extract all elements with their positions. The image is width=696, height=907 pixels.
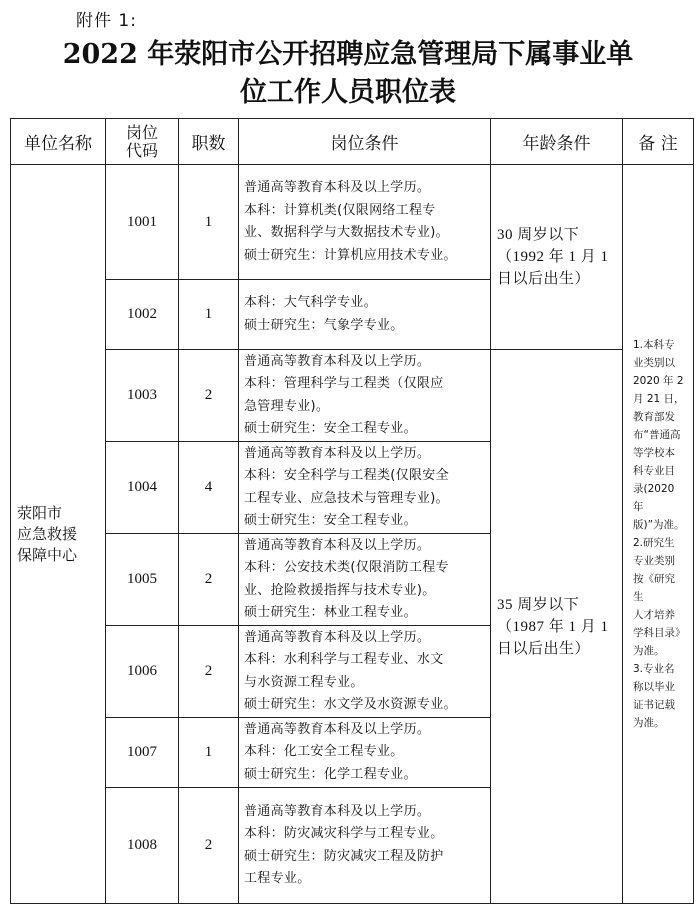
header-code-line-2: 代码 <box>125 140 158 160</box>
condition-line: 普通高等教育本科及以上学历。 <box>244 803 431 819</box>
condition-line: 硕士研究生：安全工程专业。 <box>244 421 417 436</box>
note-line: 为准。 <box>633 645 665 657</box>
position-count: 4 <box>179 442 239 534</box>
unit-name-line: 保障中心 <box>17 545 78 564</box>
position-count: 1 <box>179 165 239 280</box>
condition-line: 工程专业、应急技术与管理专业)。 <box>244 490 449 506</box>
note-line: 教育部发 <box>633 411 675 423</box>
condition-line: 本科：水利科学与工程专业、水文 <box>244 652 444 667</box>
condition-line: 硕士研究生：防灾减灾工程及防护 <box>244 848 444 864</box>
condition-line: 硕士研究生：水文学及水资源专业。 <box>244 697 457 712</box>
position-conditions <box>239 442 491 534</box>
condition-line: 与水资源工程专业。 <box>244 674 364 690</box>
condition-line: 本科：安全科学与工程类(仅限安全 <box>244 468 449 483</box>
note-line: 人才培养 <box>633 609 675 621</box>
condition-line: 本科：计算机类(仅限网络工程专 <box>244 202 436 218</box>
condition-line: 普通高等教育本科及以上学历。 <box>244 537 431 553</box>
condition-line: 硕士研究生：林业工程专业。 <box>244 605 417 620</box>
condition-line: 业、抢险救援指挥与技术专业)。 <box>244 582 436 598</box>
document-title-line-2: 位工作人员职位表 <box>240 77 456 108</box>
condition-line: 普通高等教育本科及以上学历。 <box>244 353 431 369</box>
note-line: 布“普通高 <box>633 429 681 441</box>
note-line: 专业类别 <box>633 555 675 567</box>
age-condition-group-2 <box>491 350 623 904</box>
header-age: 年龄条件 <box>491 119 623 165</box>
note-line: 1.本科专 <box>633 339 675 351</box>
note-line: 2020 年 2 <box>633 375 684 387</box>
position-count: 2 <box>179 350 239 442</box>
age-condition-group-1 <box>491 165 623 350</box>
condition-line: 硕士研究生：计算机应用技术专业。 <box>244 247 457 263</box>
condition-line: 本科：管理科学与工程类（仅限应 <box>244 376 444 391</box>
condition-line: 本科：化工安全工程专业。 <box>244 744 404 760</box>
note-line: 学科目录》 <box>633 627 686 639</box>
condition-line: 普通高等教育本科及以上学历。 <box>244 721 431 737</box>
position-code: 1006 <box>106 626 179 718</box>
attachment-label: 附件 1: <box>76 11 137 31</box>
age-line: （1987 年 1 月 1 <box>497 618 609 635</box>
table-row <box>11 165 694 280</box>
note-line: 版)”为准。 <box>633 519 685 531</box>
position-conditions <box>239 718 491 788</box>
note-line: 按《研究生 <box>633 573 675 603</box>
note-line: 3.专业名 <box>633 663 675 675</box>
age-line: （1992 年 1 月 1 <box>497 249 609 265</box>
header-count: 职数 <box>179 119 239 165</box>
position-conditions <box>239 350 491 442</box>
notes-cell <box>623 165 694 904</box>
note-line: 为准。 <box>633 717 665 729</box>
position-conditions <box>239 788 491 904</box>
condition-line: 普通高等教育本科及以上学历。 <box>244 180 431 195</box>
header-unit: 单位名称 <box>11 119 106 165</box>
condition-line: 硕士研究生：气象学专业。 <box>244 317 404 333</box>
condition-line: 急管理专业)。 <box>244 398 330 414</box>
note-line: 称以毕业 <box>633 681 675 693</box>
condition-line: 工程专业。 <box>244 871 311 886</box>
age-line: 35 周岁以下 <box>497 596 580 613</box>
unit-name-line: 应急救援 <box>17 524 78 543</box>
position-conditions <box>239 534 491 626</box>
header-code <box>106 119 179 165</box>
age-line: 日以后出生） <box>497 271 591 287</box>
position-code: 1004 <box>106 442 179 534</box>
note-line: 录(2020 年 <box>633 483 675 513</box>
position-code: 1002 <box>106 280 179 350</box>
header-conditions: 岗位条件 <box>239 119 491 165</box>
note-line: 业类别以 <box>633 357 675 369</box>
positions-table <box>10 118 694 904</box>
position-code: 1005 <box>106 534 179 626</box>
position-count: 2 <box>179 626 239 718</box>
unit-name-line: 荥阳市 <box>17 503 63 522</box>
condition-line: 本科：大气科学专业。 <box>244 295 378 310</box>
position-count: 2 <box>179 534 239 626</box>
condition-line: 硕士研究生：安全工程专业。 <box>244 513 417 528</box>
position-count: 1 <box>179 718 239 788</box>
header-code-line-1: 岗位 <box>125 122 158 142</box>
note-line: 证书记载 <box>633 699 675 711</box>
condition-line: 本科：公安技术类(仅限消防工程专 <box>244 560 449 575</box>
position-count: 2 <box>179 788 239 904</box>
position-conditions <box>239 280 491 350</box>
position-conditions <box>239 626 491 718</box>
note-line: 等学校本 <box>633 447 675 459</box>
table-header-row <box>11 119 694 165</box>
age-line: 日以后出生） <box>497 640 591 657</box>
age-line: 30 周岁以下 <box>497 227 580 243</box>
position-code: 1003 <box>106 350 179 442</box>
unit-name-cell <box>11 165 106 904</box>
header-note: 备 注 <box>623 119 694 165</box>
condition-line: 硕士研究生：化学工程专业。 <box>244 766 417 782</box>
condition-line: 业、数据科学与大数据技术专业)。 <box>244 225 449 240</box>
condition-line: 本科：防灾减灾科学与工程专业。 <box>244 826 444 841</box>
position-code: 1001 <box>106 165 179 280</box>
position-count: 1 <box>179 280 239 350</box>
position-code: 1007 <box>106 718 179 788</box>
condition-line: 普通高等教育本科及以上学历。 <box>244 629 431 645</box>
position-conditions <box>239 165 491 280</box>
note-line: 科专业目 <box>633 465 675 477</box>
note-line: 2.研究生 <box>633 537 675 549</box>
note-line: 月 21 日， <box>633 393 685 405</box>
condition-line: 普通高等教育本科及以上学历。 <box>244 445 431 461</box>
table-row <box>11 350 694 442</box>
position-code: 1008 <box>106 788 179 904</box>
document-title-line-1: 2022 年荥阳市公开招聘应急管理局下属事业单 <box>62 39 634 70</box>
